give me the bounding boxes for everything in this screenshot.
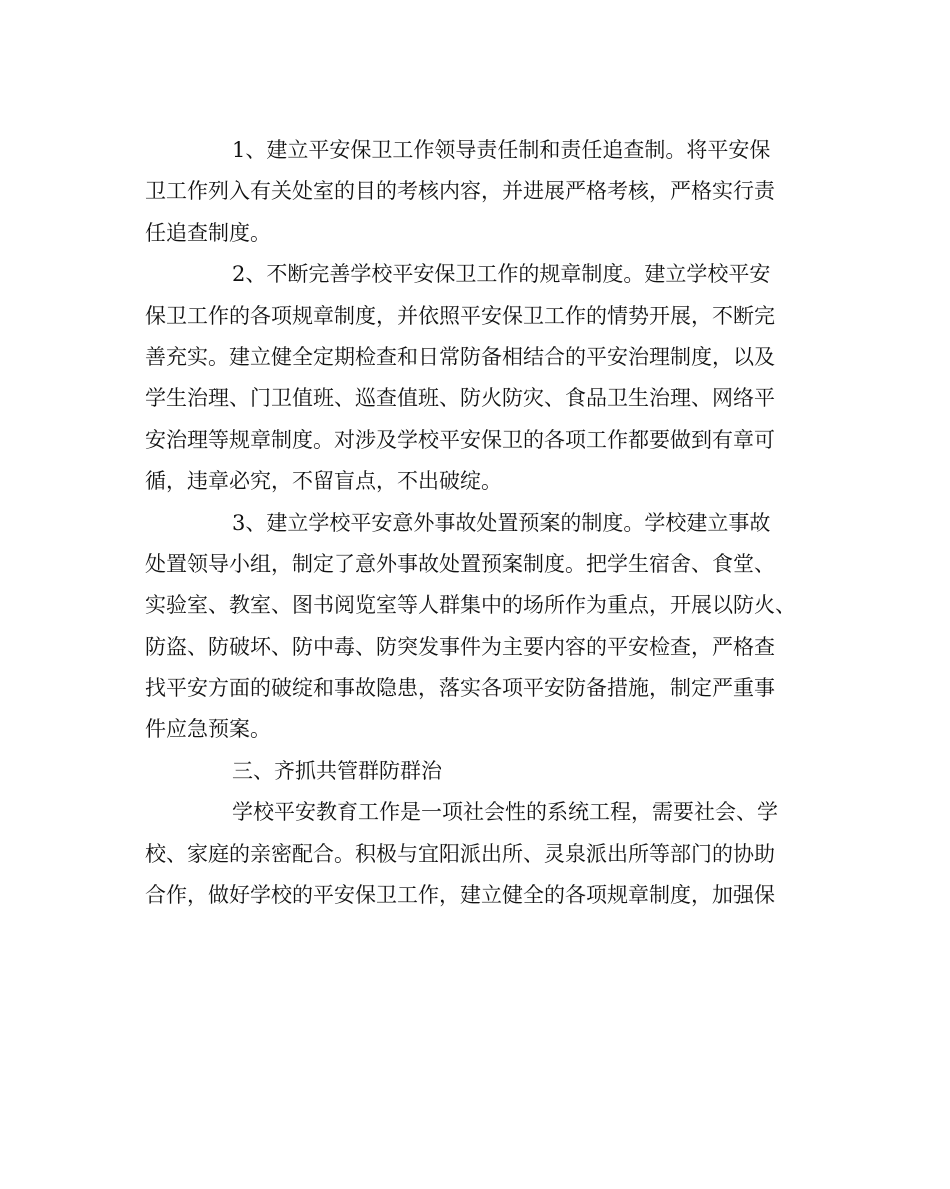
paragraph-2-line-4: 学生治理、门卫值班、巡查值班、防火防灾、食品卫生治理、网络平 [145,386,775,411]
paragraph-4-line-3: 合作，做好学校的平安保卫工作，建立健全的各项规章制度，加强保 [145,883,775,908]
paragraph-3-line-2: 处置领导小组，制定了意外事故处置预案制度。把学生宿舍、食堂、 [145,551,775,576]
paragraph-3-line-1: 3、建立学校平安意外事故处置预案的制度。学校建立事故 [232,510,771,535]
paragraph-1-line-2: 卫工作列入有关处室的目的考核内容，并进展严格考核，严格实行责 [145,179,775,204]
paragraph-3-line-5: 找平安方面的破绽和事故隐患，落实各项平安防备措施，制定严重事 [145,676,775,701]
paragraph-3-line-6: 件应急预案。 [145,717,271,742]
paragraph-2-line-2: 保卫工作的各项规章制度，并依照平安保卫工作的情势开展，不断完 [145,303,775,328]
paragraph-3-line-4: 防盗、防破坏、防中毒、防突发事件为主要内容的平安检查，严格查 [145,634,775,659]
document-body [145,130,825,916]
paragraph-2-line-3: 善充实。建立健全定期检查和日常防备相结合的平安治理制度，以及 [145,344,775,369]
paragraph-4-line-2: 校、家庭的亲密配合。积极与宜阳派出所、灵泉派出所等部门的协助 [145,841,775,866]
paragraph-1-line-3: 任追查制度。 [145,220,271,245]
paragraph-2-line-6: 循，违章必究，不留盲点，不出破绽。 [145,469,502,494]
paragraph-4-line-1: 学校平安教育工作是一项社会性的系统工程，需要社会、学 [232,800,778,825]
section-heading: 三、齐抓共管群防群治 [232,758,442,783]
paragraph-2-line-5: 安治理等规章制度。对涉及学校平安保卫的各项工作都要做到有章可 [145,427,775,452]
paragraph-1-line-1: 1、建立平安保卫工作领导责任制和责任追查制。将平安保 [232,138,771,162]
paragraph-2-line-1: 2、不断完善学校平安保卫工作的规章制度。建立学校平安 [232,262,771,287]
paragraph-3-line-3: 实验室、教室、图书阅览室等人群集中的场所作为重点，开展以防火、 [145,593,796,618]
